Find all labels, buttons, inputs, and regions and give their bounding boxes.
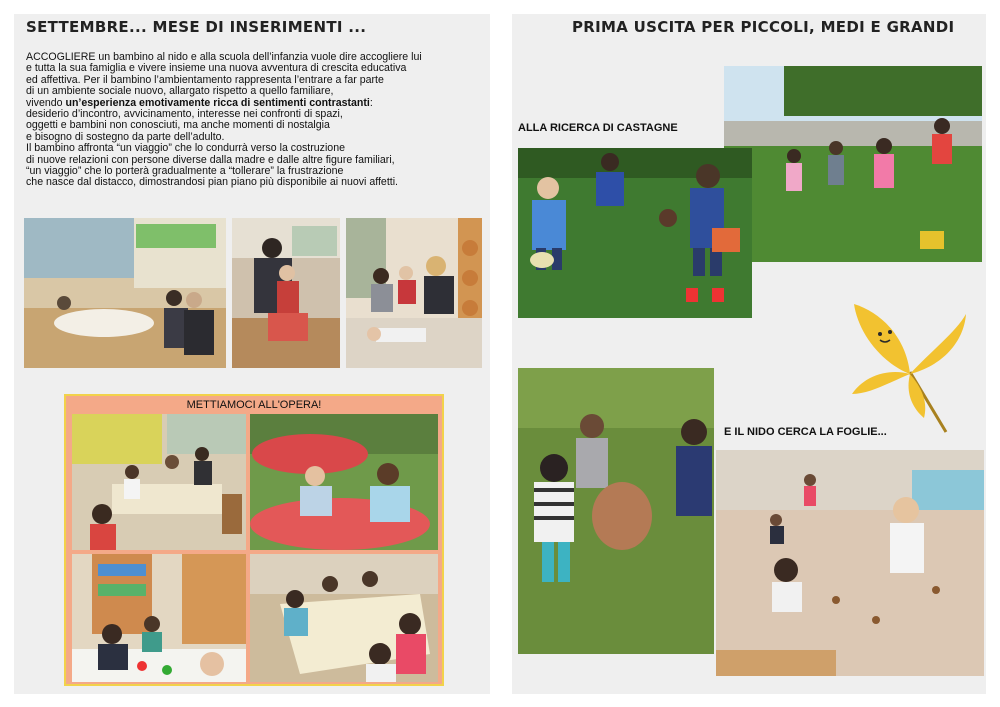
collage-frame — [64, 394, 444, 686]
photo-chestnut-hunt — [518, 148, 752, 318]
right-page-title: PRIMA USCITA PER PICCOLI, MEDI E GRANDI — [572, 18, 955, 36]
intro-line: desiderio d’incontro, avvicinamento, interesse nei confronti di spazi, — [26, 108, 343, 121]
photo-children-sandbox — [250, 414, 438, 550]
intro-line: e bisogno di sostegno da parte dell’adulto. — [26, 130, 225, 143]
photo-park-group — [724, 66, 982, 262]
right-page — [512, 14, 986, 694]
photo-adult-with-child — [232, 218, 340, 368]
photo-playdough-table — [72, 554, 246, 682]
collage-frame-label: METTIAMOCI ALL'OPERA! — [186, 399, 322, 411]
intro-line: di nuove relazioni con persone diverse dalla madre e dalle altre figure familiari, — [26, 153, 395, 166]
intro-bold-phrase: un’esperienza emotivamente ricca di sentimenti contrastanti — [65, 96, 370, 109]
intro-text-span: vivendo — [26, 96, 66, 109]
intro-text — [26, 52, 486, 189]
left-page-title: SETTEMBRE... MESE DI INSERIMENTI ... — [26, 18, 367, 36]
photo-nursery-leaves — [716, 450, 984, 676]
photo-children-at-table — [72, 414, 246, 550]
intro-line: e tutta la sua famiglia e vivere insieme una nuova avventura di crescita educativa — [26, 62, 407, 75]
caption-chestnuts: ALLA RICERCA DI CASTAGNE — [518, 122, 678, 134]
intro-text-span: : — [369, 96, 373, 109]
intro-line: che nasce dal distacco, dimostrandosi pian piano più disponibile ai nuovi affetti. — [26, 176, 398, 189]
left-page — [14, 14, 490, 694]
photo-floor-play — [346, 218, 482, 368]
intro-line: ed affettiva. Per il bambino l’ambientamento rappresenta l’entrare a far parte — [26, 73, 384, 86]
intro-line: oggetti e bambini non conosciuti, ma anche momenti di nostalgia — [26, 119, 330, 132]
caption-leaves: E IL NIDO CERCA LA FOGLIE... — [724, 426, 887, 438]
intro-line: ACCOGLIERE un bambino al nido e alla scuola dell’infanzia vuole dire accogliere lui — [26, 51, 422, 63]
photo-classroom-table — [24, 218, 226, 368]
intro-line: di un ambiente sociale nuovo, allargato rispetto a quello familiare, — [26, 85, 334, 98]
photo-painting-table — [250, 554, 438, 682]
intro-line: “un viaggio” che lo porterà gradualmente a “tollerare” la frustrazione — [26, 165, 344, 178]
autumn-leaf-illustration — [850, 302, 968, 438]
intro-line: Il bambino affronta “un viaggio” che lo condurrà verso la costruzione — [26, 142, 345, 155]
photo-chestnut-basket — [518, 368, 714, 654]
